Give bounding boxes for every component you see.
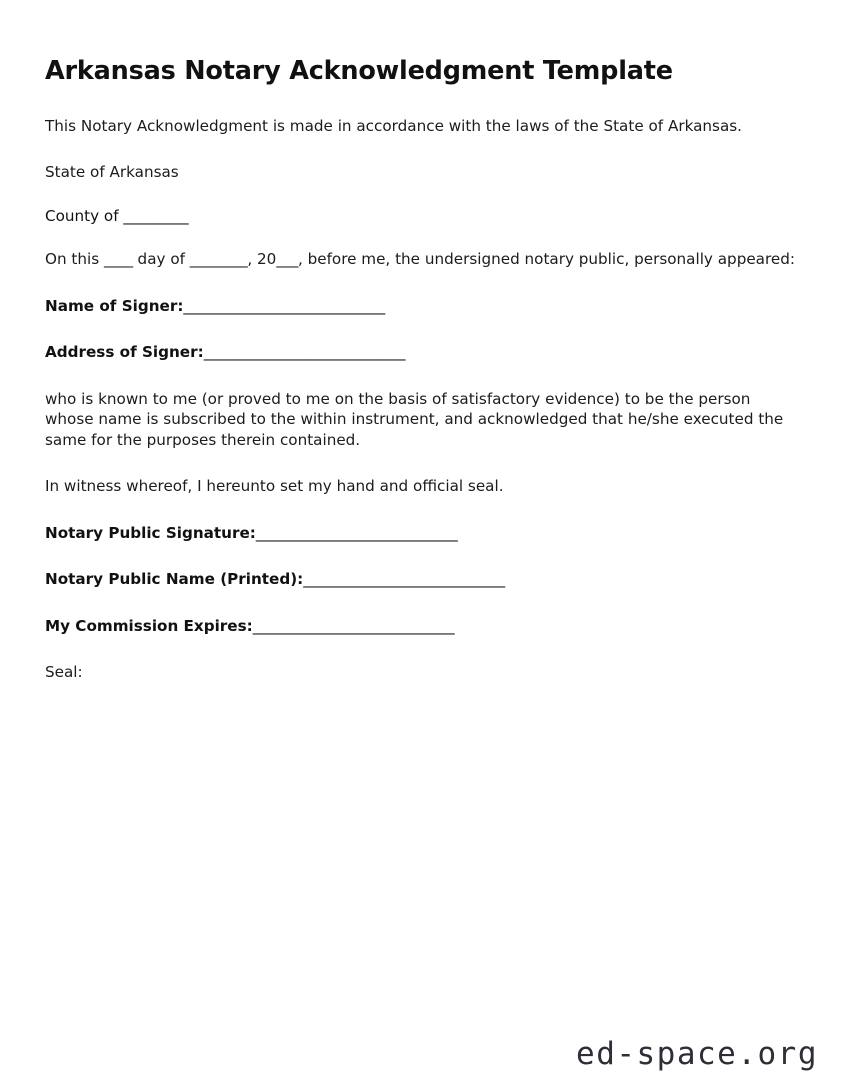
spacer <box>45 136 798 162</box>
signer-address-blank-field[interactable]: ____________________________ <box>203 343 406 362</box>
spacer <box>45 87 798 116</box>
day-blank-field[interactable]: ____ <box>103 250 133 269</box>
on-this-suffix: , before me, the undersigned notary public, personally appeared: <box>297 250 795 269</box>
on-this-date-paragraph <box>45 249 798 270</box>
spacer <box>45 363 798 389</box>
spacer <box>45 270 798 296</box>
notary-printed-name-label: Notary Public Name (Printed): <box>45 570 304 589</box>
county-blank-field[interactable]: _________ <box>123 206 189 225</box>
spacer <box>45 543 798 569</box>
signer-name-row <box>45 296 798 317</box>
commission-expires-row <box>45 616 798 637</box>
signer-name-blank-field[interactable]: ____________________________ <box>183 296 385 315</box>
signer-name-label: Name of Signer: <box>45 296 184 315</box>
year-prefix: , 20 <box>247 250 277 269</box>
notary-printed-name-blank-field[interactable]: ____________________________ <box>303 570 505 589</box>
spacer <box>45 226 798 249</box>
notary-signature-label: Notary Public Signature: <box>45 523 256 542</box>
site-watermark: ed-space.org <box>576 1036 818 1072</box>
day-of-text: day of <box>132 250 190 269</box>
page-title: Arkansas Notary Acknowledgment Template <box>45 56 673 86</box>
spacer <box>45 450 798 476</box>
county-label: County of <box>45 206 124 225</box>
witness-paragraph: In witness whereof, I hereunto set my hand and official seal. <box>45 477 504 496</box>
county-line <box>45 206 798 227</box>
commission-expires-label: My Commission Expires: <box>45 616 253 635</box>
notary-signature-blank-field[interactable]: ____________________________ <box>255 523 458 542</box>
spacer <box>45 497 798 523</box>
notary-printed-name-row <box>45 569 798 590</box>
on-this-prefix: On this <box>45 250 104 269</box>
spacer <box>45 316 798 342</box>
commission-expires-blank-field[interactable]: ____________________________ <box>252 616 455 635</box>
state-line: State of Arkansas <box>45 163 179 182</box>
signer-address-label: Address of Signer: <box>45 343 204 362</box>
notary-signature-row <box>45 523 798 544</box>
intro-paragraph: This Notary Acknowledgment is made in accordance with the laws of the State of Arkansas. <box>45 116 743 135</box>
acknowledgment-body-paragraph: who is known to me (or proved to me on the basis of satisfactory evidence) to be the person whose name is subscribed to the within instrument, and acknowledged that he/she executed the same for the purposes therein contained. <box>45 389 784 449</box>
spacer <box>45 183 798 206</box>
seal-label: Seal: <box>45 663 83 682</box>
spacer <box>45 590 798 616</box>
spacer <box>45 636 798 662</box>
month-blank-field[interactable]: ________ <box>189 250 248 269</box>
year-blank-field[interactable]: ___ <box>276 250 298 269</box>
signer-address-row <box>45 342 798 363</box>
